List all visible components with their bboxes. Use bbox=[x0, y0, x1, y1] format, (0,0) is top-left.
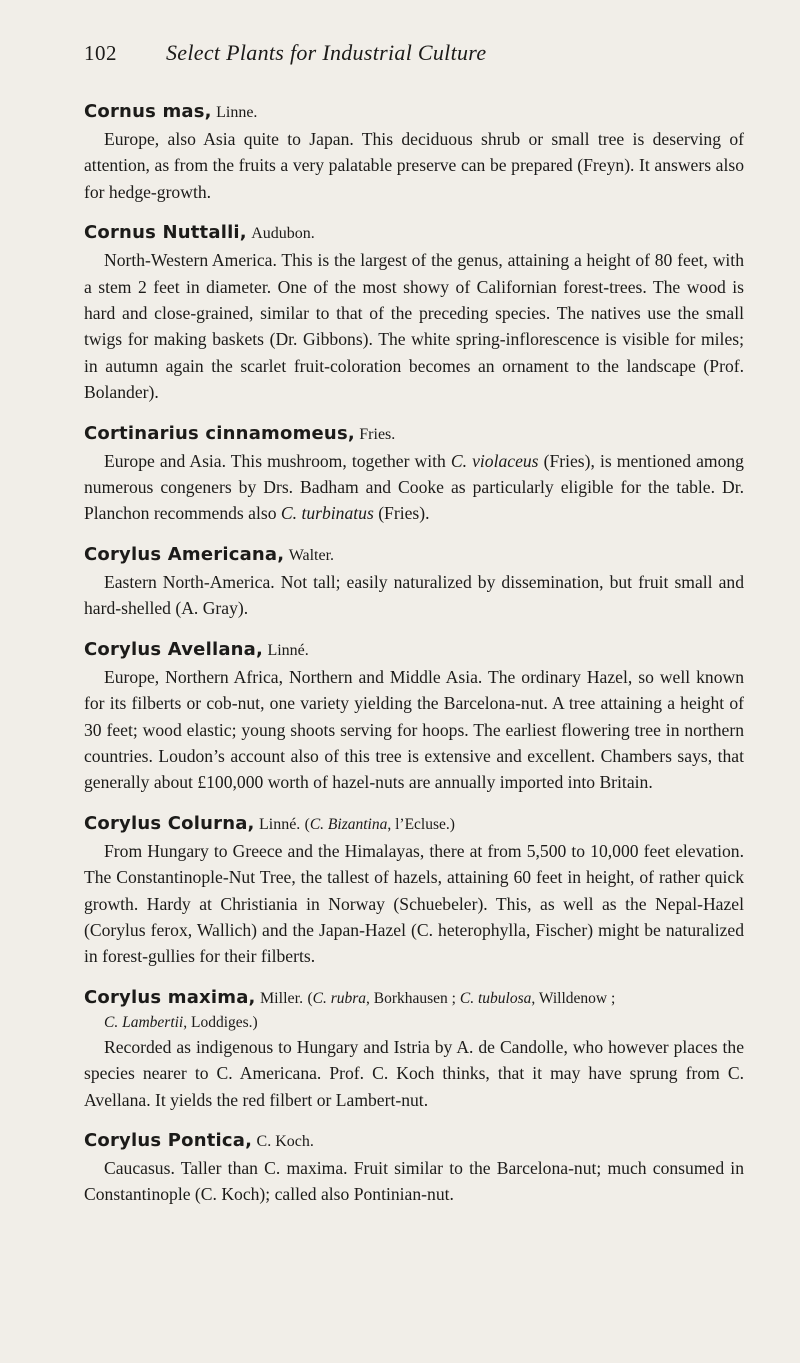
species-name: Corylus Avellana, bbox=[84, 638, 264, 660]
entry-text: Europe, Northern Africa, Northern and Middle Asia. The ordinary Hazel, so well known for its filberts or cob-nut, one variety yielding the Barcelona-nut. A tree attaining a height of 30 feet; wood elastic; young shoots serving for hoops. The earliest flowering tree in northern countries. Loudon’s account also of this tree is extensive and excellent. Chambers says, that generally about £100,000 worth of hazel-nuts are annually imported into Britain. bbox=[84, 666, 744, 793]
species-authority: Linné. bbox=[267, 641, 309, 659]
text-run: , Borkhausen ; bbox=[366, 989, 460, 1007]
species-synonyms bbox=[305, 816, 455, 833]
entry-heading bbox=[84, 1127, 744, 1155]
italic-synonym: C. rubra bbox=[312, 989, 367, 1007]
entry-heading bbox=[84, 810, 744, 838]
entry-corylus-colurna bbox=[84, 810, 744, 970]
entry-heading bbox=[84, 420, 744, 448]
species-name: Cornus Nuttalli, bbox=[84, 222, 247, 244]
italic-synonym: C. Bizantina bbox=[309, 815, 388, 833]
entry-text: Recorded as indigenous to Hungary and Istria by A. de Candolle, who however places the species nearer to C. Americana. Prof. C. Koch thinks, that it may have sprung from C. Avellana. It yields the red filbert or Lambert-nut. bbox=[84, 1036, 744, 1110]
entry-text: Caucasus. Taller than C. maxima. Fruit similar to the Barcelona-nut; much consumed in Constantinople (C. Koch); called also Pontinian-nut. bbox=[84, 1157, 744, 1205]
italic-synonym: C. Lambertii bbox=[104, 1013, 184, 1031]
running-head bbox=[84, 40, 744, 70]
species-name: Corylus Colurna, bbox=[84, 812, 255, 834]
italic-species-ref: C. turbinatus bbox=[280, 503, 374, 524]
species-name: Corylus Pontica, bbox=[84, 1129, 253, 1151]
italic-synonym: C. tubulosa bbox=[459, 989, 532, 1007]
text-run: ( bbox=[304, 815, 310, 833]
species-authority: Linné. bbox=[258, 815, 301, 833]
running-title: Select Plants for Industrial Culture bbox=[166, 40, 487, 65]
entry-corylus-avellana bbox=[84, 636, 744, 796]
entry-corylus-americana bbox=[84, 541, 744, 622]
text-run: , Willdenow ; bbox=[531, 989, 616, 1007]
species-authority: Audubon. bbox=[251, 225, 315, 243]
entry-text: From Hungary to Greece and the Himalayas, there at from 5,500 to 10,000 feet elevation. The Constantinople-Nut Tree, the tallest of hazels, attaining 60 feet in height, of rather quick growth. Hardy at Christiania in Norway (Schuebeler). This, as well as the Nepal-Hazel (Corylus ferox, Wallich) and the Japan-Hazel (C. heterophylla, Fischer) might be naturalized in forest-gullies for their filberts. bbox=[84, 840, 744, 967]
entry-text bbox=[84, 448, 744, 527]
species-name: Cortinarius cinnamomeus, bbox=[84, 422, 355, 444]
species-name: Cornus mas, bbox=[84, 101, 212, 122]
species-authority: Fries. bbox=[359, 425, 396, 443]
entry-heading bbox=[84, 984, 744, 1034]
species-authority: Linne. bbox=[216, 104, 258, 121]
text-run: ( bbox=[307, 989, 313, 1007]
entry-heading bbox=[84, 636, 744, 664]
text-run: (Fries), is mentioned among numerous congeners by Drs. Badham and Cooke as particularly eligible for the table. Dr. Planchon recommends also bbox=[84, 450, 744, 524]
entry-cornus-mas bbox=[84, 98, 744, 205]
page-number: 102 bbox=[84, 41, 117, 65]
text-run: , l’Ecluse.) bbox=[387, 815, 455, 833]
species-authority: C. Koch. bbox=[256, 1132, 314, 1150]
entry-heading bbox=[84, 219, 744, 247]
species-name: Corylus Americana, bbox=[84, 543, 285, 565]
species-name: Corylus maxima, bbox=[84, 986, 256, 1008]
entry-text: Europe, also Asia quite to Japan. This deciduous shrub or small tree is deserving of attention, as from the fruits a very palatable preserve can be prepared (Freyn). It answers also for hedge-growth. bbox=[84, 129, 744, 202]
entry-corylus-maxima bbox=[84, 984, 744, 1113]
entry-cornus-nuttalli bbox=[84, 219, 744, 405]
italic-species-ref: C. violaceus bbox=[450, 450, 539, 471]
entry-heading bbox=[84, 98, 744, 126]
species-synonyms-continued bbox=[84, 1012, 744, 1034]
text-run: Europe and Asia. This mushroom, together with bbox=[104, 450, 451, 471]
entry-text: Eastern North-America. Not tall; easily naturalized by dissemination, but fruit small and hard-shelled (A. Gray). bbox=[84, 571, 744, 619]
entry-heading bbox=[84, 541, 744, 569]
text-run: , Loddiges.) bbox=[183, 1013, 258, 1031]
species-authority: Miller. bbox=[259, 989, 304, 1007]
entry-cortinarius-cinnamomeus bbox=[84, 420, 744, 527]
species-authority: Walter. bbox=[288, 546, 335, 564]
entry-text: North-Western America. This is the largest of the genus, attaining a height of 80 feet, with a stem 2 feet in diameter. One of the most showy of Californian forest-trees. The wood is hard and close-grained, similar to that of the preceding species. The natives use the small twigs for making baskets (Dr. Gibbons). The white spring-inflorescence is visible for miles; in autumn again the scarlet fruit-coloration becomes an ornament to the landscape (Prof. Bolander). bbox=[84, 250, 744, 403]
species-synonyms bbox=[307, 990, 615, 1007]
text-run: (Fries). bbox=[373, 503, 430, 524]
entry-corylus-pontica bbox=[84, 1127, 744, 1208]
